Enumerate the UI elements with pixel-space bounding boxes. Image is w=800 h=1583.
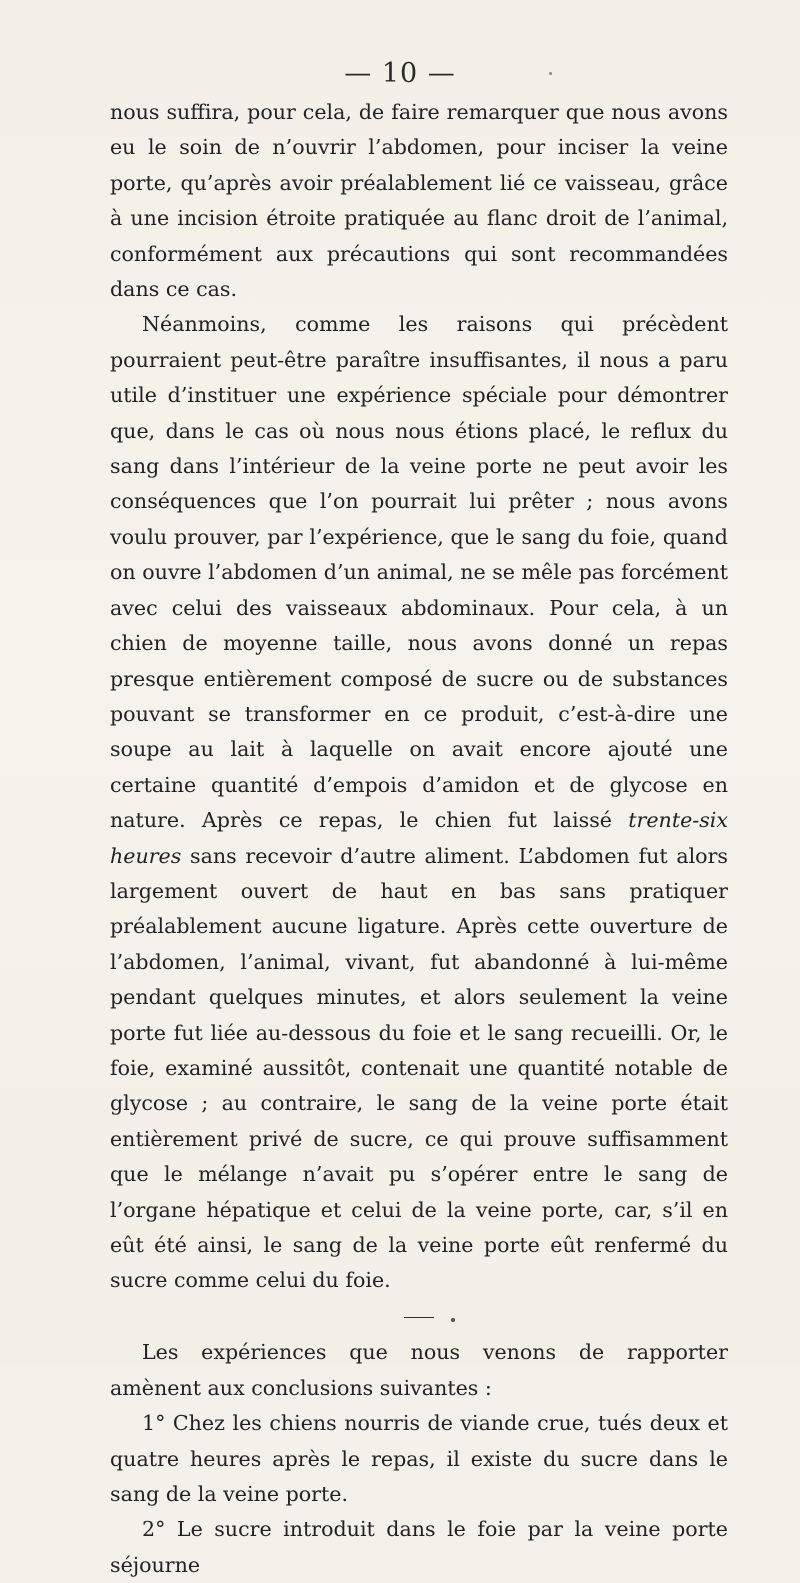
paper-speck [549, 72, 552, 75]
italic-duration: trente-six heures [110, 808, 729, 868]
section-divider [404, 1317, 434, 1319]
paragraph-2 [110, 307, 728, 1298]
paragraph-1: nous suffira, pour cela, de faire remarquer que nous avons eu le soin de n’ouvrir l’abdomen, pour inciser la veine porte, qu’après avoir préalablement lié ce vaisseau, grâce à une incision étroite pratiquée au flanc droit de l’animal, conformément aux précautions qui sont recommandées dans ce cas. [110, 100, 728, 302]
conclusion-1: 1° Chez les chiens nourris de viande crue, tués deux et quatre heures après le repas, il existe du sucre dans le sang de la veine porte. [110, 1411, 728, 1506]
conclusion-2: 2° Le sucre introduit dans le foie par la veine porte séjourne [110, 1517, 728, 1577]
paragraph-conclusions: Les expériences que nous venons de rapporter amènent aux conclusions suivantes : [110, 1340, 728, 1400]
page-number: — 10 — [344, 58, 456, 89]
paragraph-2-tail: sans recevoir d’autre aliment. L’abdomen fut alors largement ouvert de haut en bas sans pratiquer préalablement aucune ligature. Après cette ouverture de l’abdomen, l’animal, vivant, fut abandonné à lui-même pendant quelques minutes, et alors seulement la veine porte fut liée au-dessous du foie et le sang recueilli. Or, le foie, examiné aussitôt, contenait une quantité notable de glycose ; au contraire, le sang de la veine porte était entièrement privé de sucre, ce qui prouve suffisamment que le mélange n’avait pu s’opérer entre le sang de l’organe hépatique et celui de la veine porte, car, s’il en eût été ainsi, le sang de la veine porte eût renfermé du sucre comme celui du foie. [110, 843, 728, 1293]
paragraph-2-text: Néanmoins, comme les raisons qui précèdent pourraient peut-être paraître insuffisantes, il nous a paru utile d’instituer une expérience spéciale pour démontrer que, dans le cas où nous nous étions placé, le reflux du sang dans l’intérieur de la veine porte ne peut avoir les conséquences que l’on pourrait lui prêter ; nous avons voulu prouver, par l’expérience, que le sang du foie, quand on ouvre l’abdomen d’un animal, ne se mêle pas forcément avec celui des vaisseaux abdominaux. Pour cela, à un chien de moyenne taille, nous avons donné un repas presque entièrement composé de sucre ou de substances pouvant se transformer en ce produit, c’est-à-dire une soupe au lait à laquelle on avait encore ajouté une certaine quantité d’empois d’amidon et de glycose en nature. Après ce repas, le chien fut laissé [110, 312, 728, 833]
page-body [110, 95, 728, 1583]
print-speck [451, 1318, 455, 1322]
